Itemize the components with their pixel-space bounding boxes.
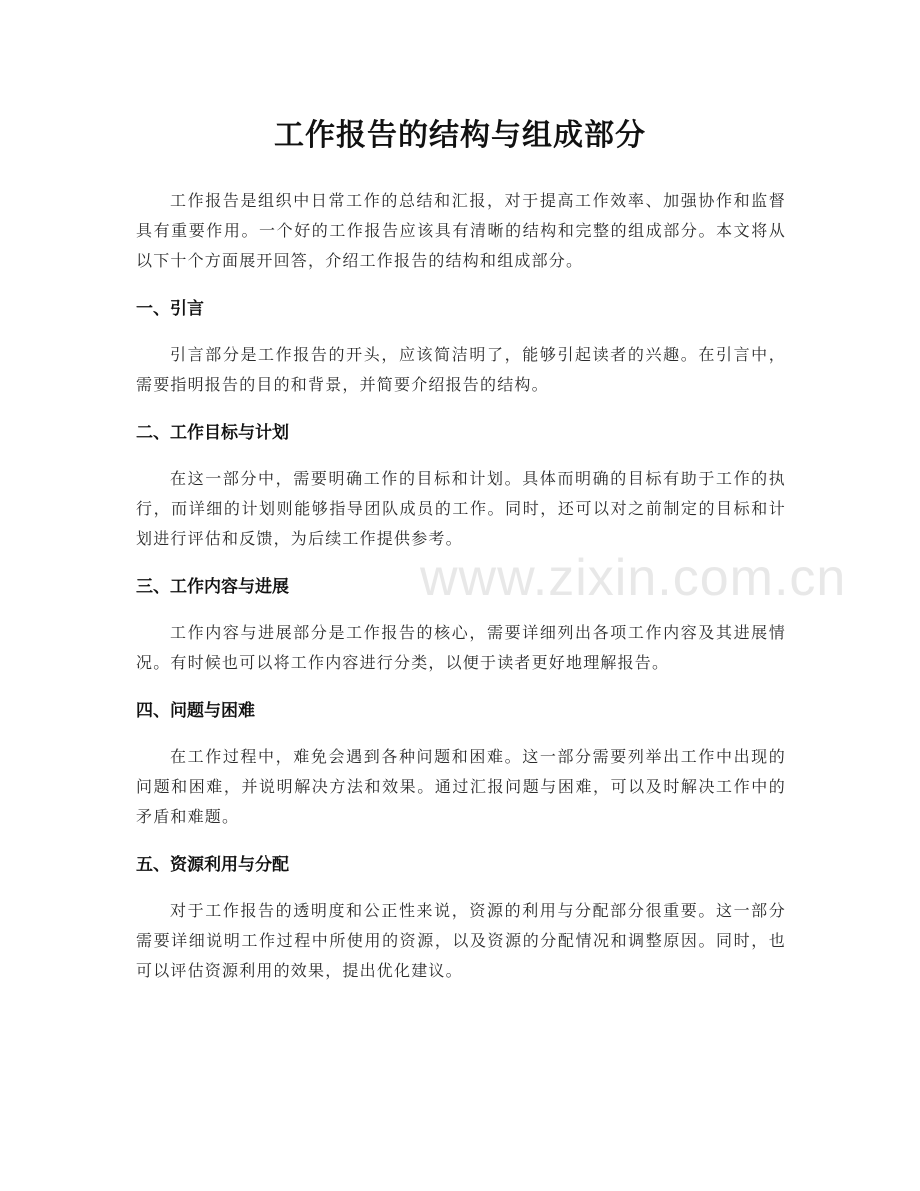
section-paragraph: 工作内容与进展部分是工作报告的核心，需要详细列出各项工作内容及其进展情况。有时候也可以将工作内容进行分类，以便于读者更好地理解报告。 [136, 623, 786, 672]
intro-paragraph: 工作报告是组织中日常工作的总结和汇报，对于提高工作效率、加强协作和监督具有重要作用。一个好的工作报告应该具有清晰的结构和完整的组成部分。本文将从以下十个方面展开回答，介绍工作报告的结构和组成部分。 [136, 191, 786, 270]
section-heading: 一、引言 [136, 299, 204, 319]
section-paragraph: 引言部分是工作报告的开头，应该简洁明了，能够引起读者的兴趣。在引言中，需要指明报告的目的和背景，并简要介绍报告的结构。 [136, 345, 786, 394]
section-3 [136, 572, 786, 678]
document-title: 工作报告的结构与组成部分 [274, 118, 646, 153]
section-heading: 五、资源利用与分配 [136, 855, 289, 875]
section-1 [136, 294, 786, 400]
document-body [136, 186, 786, 986]
section-heading: 二、工作目标与计划 [136, 423, 289, 443]
section-5 [136, 850, 786, 986]
section-paragraph: 在工作过程中，难免会遇到各种问题和困难。这一部分需要列举出工作中出现的问题和困难，并说明解决方法和效果。通过汇报问题与困难，可以及时解决工作中的矛盾和难题。 [136, 747, 786, 826]
watermark: www.zixin.com.cn [420, 549, 847, 607]
section-paragraph: 在这一部分中，需要明确工作的目标和计划。具体而明确的目标有助于工作的执行，而详细的计划则能够指导团队成员的工作。同时，还可以对之前制定的目标和计划进行评估和反馈，为后续工作提供参考。 [136, 469, 786, 548]
section-heading: 三、工作内容与进展 [136, 577, 289, 597]
section-paragraph: 对于工作报告的透明度和公正性来说，资源的利用与分配部分很重要。这一部分需要详细说明工作过程中所使用的资源，以及资源的分配情况和调整原因。同时，也可以评估资源利用的效果，提出优化建议。 [136, 901, 786, 980]
section-4 [136, 696, 786, 832]
section-heading: 四、问题与困难 [136, 701, 255, 721]
section-2 [136, 418, 786, 554]
